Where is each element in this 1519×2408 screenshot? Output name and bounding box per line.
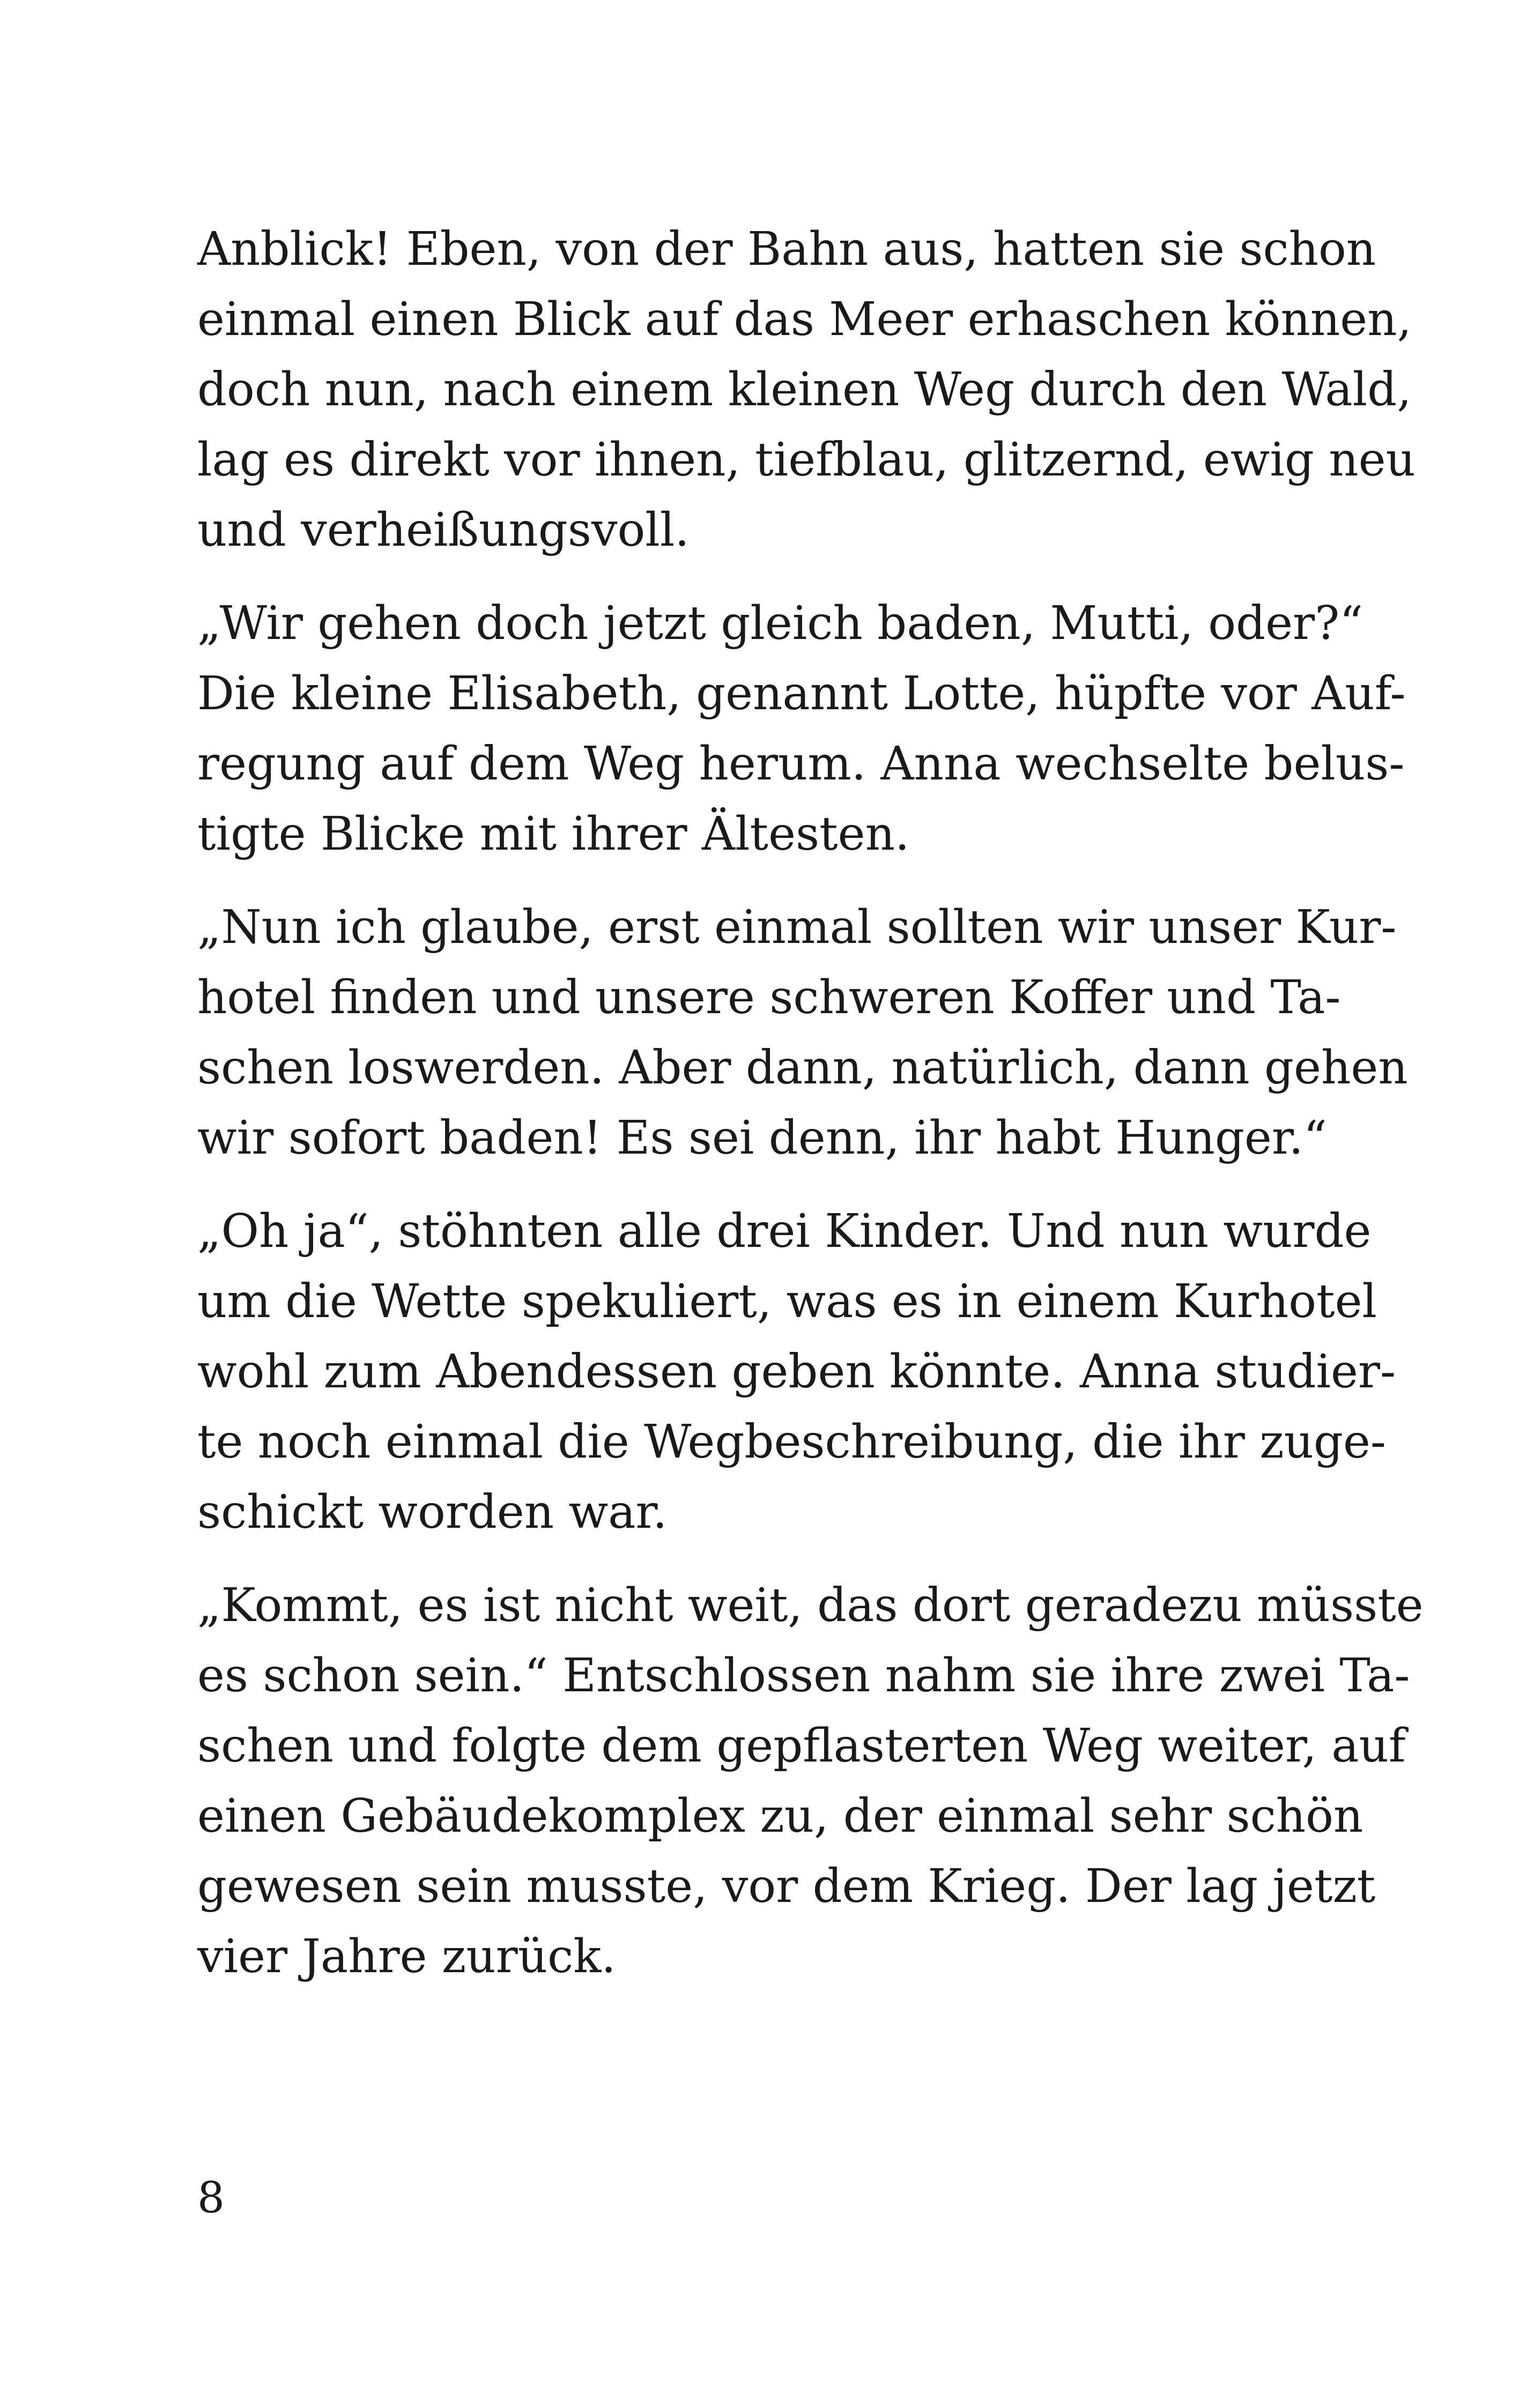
page-number: 8 — [197, 2173, 225, 2223]
text-line: „Nun ich glaube, erst einmal sollten wir unser Kur- — [197, 901, 1397, 954]
text-line: gewesen sein musste, vor dem Krieg. Der lag jetzt — [197, 1860, 1376, 1913]
text-line: um die Wette spekuliert, was es in einem Kurhotel — [197, 1275, 1377, 1328]
text-line: „Oh ja“, stöhnten alle drei Kinder. Und nun wurde — [197, 1205, 1372, 1258]
text-line: doch nun, nach einem kleinen Weg durch den Wald, — [197, 363, 1412, 417]
text-line: lag es direkt vor ihnen, tiefblau, glitzernd, ewig neu — [197, 433, 1416, 487]
text-line: Die kleine Elisabeth, genannt Lotte, hüpfte vor Auf- — [197, 667, 1406, 720]
text-line: wir sofort baden! Es sei denn, ihr habt Hunger.“ — [197, 1111, 1327, 1165]
text-line: vier Jahre zurück. — [197, 1930, 616, 1983]
paragraph-5 — [197, 1571, 1424, 1992]
text-line: einen Gebäudekomplex zu, der einmal sehr schön — [197, 1789, 1364, 1843]
text-line: te noch einmal die Wegbeschreibung, die ihr zuge- — [197, 1415, 1386, 1469]
paragraph-4 — [197, 1196, 1396, 1548]
text-line: es schon sein.“ Entschlossen nahm sie ihre zwei Ta- — [197, 1649, 1410, 1703]
text-line: regung auf dem Weg herum. Anna wechselte belus- — [197, 737, 1405, 791]
text-line: „Kommt, es ist nicht weit, das dort geradezu müsste — [197, 1579, 1424, 1632]
text-line: einmal einen Blick auf das Meer erhaschen können, — [197, 293, 1412, 346]
text-line: schen und folgte dem gepflasterten Weg weiter, auf — [197, 1719, 1406, 1773]
text-line: „Wir gehen doch jetzt gleich baden, Mutti, oder?“ — [197, 597, 1364, 650]
text-line: wohl zum Abendessen geben könnte. Anna studier- — [197, 1345, 1396, 1399]
text-line: und verheißungsvoll. — [197, 503, 690, 557]
text-line: Anblick! Eben, von der Bahn aus, hatten sie schon — [197, 222, 1376, 276]
paragraph-1 — [197, 214, 1416, 566]
text-line: schen loswerden. Aber dann, natürlich, dann gehen — [197, 1041, 1408, 1095]
paragraph-2 — [197, 589, 1406, 869]
text-line: tigte Blicke mit ihrer Ältesten. — [197, 807, 910, 861]
text-line: schickt worden war. — [197, 1485, 668, 1539]
paragraph-3 — [197, 893, 1408, 1173]
text-line: hotel finden und unsere schweren Koffer und Ta- — [197, 971, 1341, 1024]
body-text — [197, 214, 1424, 1992]
